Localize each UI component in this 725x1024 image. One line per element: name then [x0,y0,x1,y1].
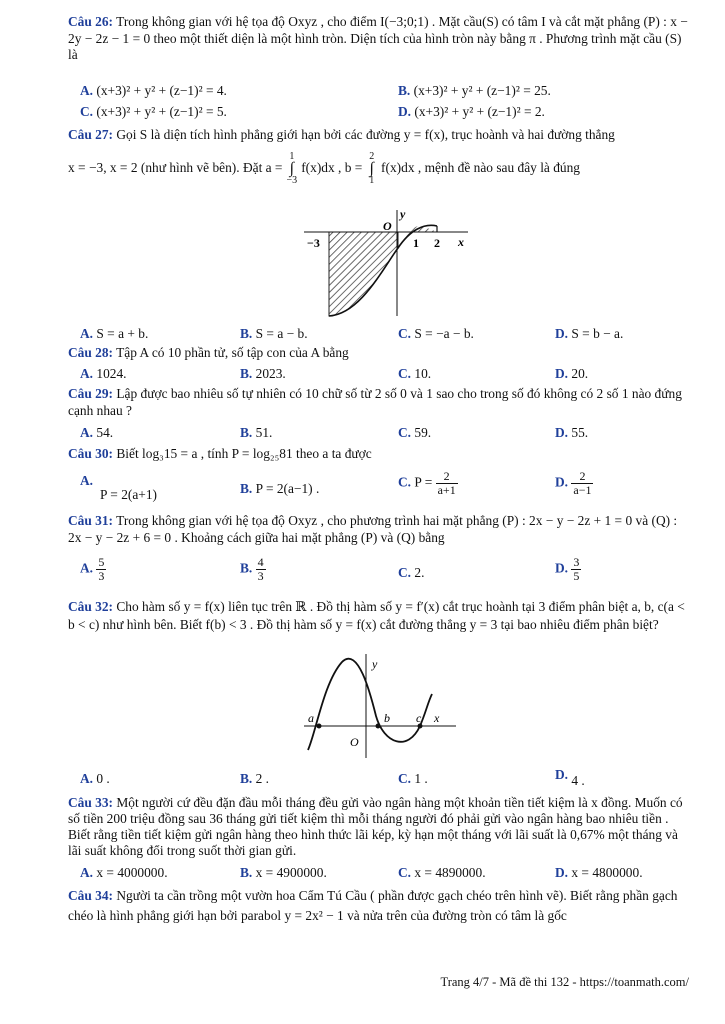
denominator: 3 [257,569,264,583]
option-label: C. [398,771,412,786]
text-segment: , mệnh đề nào sau đây là đúng [417,160,581,176]
option-text: P = 2(a+1) [100,487,158,502]
option-text: S = a + b. [96,326,149,341]
question-number: Câu 26: [68,14,114,29]
option-d[interactable] [555,766,585,788]
label-x-axis: x [434,711,440,725]
fraction [96,556,106,583]
option-label: D. [555,366,569,381]
label-x-axis: x [458,235,464,249]
option-label: A. [80,560,94,576]
option-label: B. [240,481,253,496]
option-b[interactable] [240,325,308,342]
option-label: D. [555,865,569,880]
question-29 [68,386,688,419]
option-text: 54. [96,425,114,440]
option-label: B. [240,366,253,381]
option-label: D. [555,560,569,576]
option-label: D. [555,474,569,490]
point-b [376,724,381,729]
question-number: Câu 32: [68,599,114,614]
option-c[interactable] [398,770,428,787]
option-text: 1 . [414,771,428,786]
option-a[interactable] [80,864,168,881]
option-b[interactable] [240,365,286,382]
option-text: 10. [414,366,432,381]
option-d[interactable] [555,470,593,497]
label-y-axis: y [372,657,378,671]
option-text: 2. [414,565,425,580]
integral-upper: 1 [289,151,295,162]
question-33 [68,795,688,859]
option-text: (x+3)² + y² + (z−1)² = 2. [414,104,545,119]
option-text: x = 4000000. [96,865,168,880]
denominator: 3 [98,569,105,583]
question-31 [68,513,688,546]
option-label: D. [555,767,569,782]
option-a[interactable] [80,474,157,502]
option-text: S = b − a. [571,326,624,341]
integral-1: 1 ∫ −3 [286,151,298,186]
option-c[interactable] [398,424,431,441]
label-two: 2 [434,236,440,250]
option-a[interactable] [80,82,227,99]
option-text: S = −a − b. [414,326,474,341]
label-one: 1 [413,236,419,250]
option-label: C. [398,865,412,880]
numerator: 4 [257,555,264,569]
option-d[interactable] [398,103,545,120]
option-b[interactable] [240,770,269,787]
denominator: 5 [573,569,580,583]
option-label: B. [398,83,411,98]
option-text: 51. [255,425,273,440]
denominator: a+1 [437,483,456,497]
numerator: 3 [573,555,580,569]
option-d[interactable] [555,556,581,583]
question-text: Biết log₃15 = a , tính P = log₂₅81 theo a ta được [116,446,372,461]
option-d[interactable] [555,325,623,342]
page-footer: Trang 4/7 - Mã đề thi 132 - https://toanmath.com/ [440,975,689,989]
option-a[interactable] [80,424,113,441]
option-b[interactable] [240,556,266,583]
option-b[interactable] [240,480,319,497]
option-label: C. [80,104,94,119]
question-number: Câu 30: [68,446,114,461]
question-27 [68,127,688,144]
option-label: A. [80,865,94,880]
option-text: 55. [571,425,589,440]
question-number: Câu 31: [68,513,114,528]
option-a[interactable] [80,556,106,583]
question-number: Câu 28: [68,345,114,360]
question-number: Câu 29: [68,386,114,401]
label-origin: O [350,735,359,749]
text-segment: x = −3, x = 2 (như hình vẽ bên). Đặt a = [68,160,283,176]
option-c[interactable] [80,103,227,120]
question-text: Trong không gian với hệ tọa độ Oxyz , cho phương trình hai mặt phẳng (P) : 2x − y − 2z + 1 = 0 và (Q) : 2x − y − 2z + 6 = 0 . Khoảng cách giữa hai mặt phẳng (P) và (Q) bằng [68,513,678,545]
label-minus3: −3 [307,236,320,250]
option-label: B. [240,771,253,786]
option-label: A. [80,425,94,440]
option-label: C. [398,474,412,490]
question-28 [68,345,688,362]
label-b: b [384,711,390,725]
numerator: 5 [98,555,105,569]
numerator: 2 [571,470,593,484]
fraction [256,556,266,583]
option-text: (x+3)² + y² + (z−1)² = 5. [96,104,227,119]
question-26 [68,14,688,64]
label-a: a [308,711,314,725]
option-label: C. [398,565,412,580]
option-text: 20. [571,366,589,381]
integral-lower: −3 [286,175,298,186]
option-d[interactable] [555,365,588,382]
hatched-region-negative [329,232,398,316]
option-label: A. [80,326,94,341]
option-text: 59. [414,425,432,440]
option-text: (x+3)² + y² + (z−1)² = 25. [413,83,551,98]
option-label: B. [240,865,253,880]
option-a[interactable] [80,770,110,787]
question-text: Trong không gian với hệ tọa độ Oxyz , cho điểm I(−3;0;1) . Mặt cầu(S) có tâm I và cắt mặt phẳng (P) : x − 2y − 2z − 1 = 0 theo một thiết diện là một hình tròn. Diện tích của hình tròn này bằng π . Phương trình mặt cầu (S) là [68,14,688,63]
label-origin: O [383,219,392,233]
option-text: 2 . [255,771,270,786]
option-label: C. [398,326,412,341]
question-text: Tập A có 10 phần tử, số tập con của A bằng [116,345,349,360]
text-segment: , b = [338,160,363,176]
question-text-line1: Gọi S là diện tích hình phẳng giới hạn bởi các đường y = f(x), trục hoành và hai đường thẳng [116,127,615,142]
question-text: Lập được bao nhiêu số tự nhiên có 10 chữ số từ 2 số 0 và 1 sao cho trong số đó không có 2 số 1 nào đứng cạnh nhau ? [68,386,682,418]
option-label: C. [398,366,412,381]
question-number: Câu 33: [68,795,114,810]
option-c[interactable] [398,564,424,581]
denominator: a−1 [573,483,592,497]
integral-upper: 2 [369,151,375,162]
option-a[interactable] [80,325,148,342]
option-c[interactable] [398,325,474,342]
option-text: 0 . [96,771,110,786]
option-text: x = 4800000. [571,865,643,880]
fraction [571,470,593,497]
option-text: P = [414,474,433,490]
integral-body: f(x)dx [381,160,415,176]
option-label: A. [80,473,94,488]
numerator: 2 [436,470,458,484]
question-32 [68,598,688,634]
point-a [317,724,322,729]
question-30 [68,446,688,463]
question-number: Câu 27: [68,127,114,142]
option-label: B. [240,560,253,576]
option-d[interactable] [555,864,643,881]
question-27-line2 [68,152,688,186]
option-label: A. [80,771,94,786]
option-text: 1024. [96,366,127,381]
option-label: B. [240,425,253,440]
question-34 [68,886,688,926]
integral-body: f(x)dx [301,160,335,176]
curve-f-prime [308,659,432,750]
option-c[interactable] [398,864,486,881]
option-text: x = 4890000. [414,865,486,880]
option-label: D. [398,104,412,119]
option-d[interactable] [555,424,588,441]
option-label: D. [555,326,569,341]
question-number: Câu 34: [68,888,114,903]
question-text: Cho hàm số y = f(x) liên tục trên ℝ . Đồ thị hàm số y = f′(x) cắt trục hoành tại 3 điểm phân biệt a, b, c(a < b < c) như hình bên. Biết f(b) < 3 . Đồ thị hàm số y = f(x) cắt đường thẳng y = 3 tại bao nhiêu điểm phân biệt? [68,599,685,632]
integral-2: 2 ∫ 1 [369,151,375,186]
label-y-axis: y [400,208,406,221]
area-graph-figure [300,208,480,318]
option-text: x = 4900000. [255,865,327,880]
option-c[interactable] [398,365,431,382]
fraction [436,470,458,497]
option-text: 2023. [255,366,286,381]
option-label: B. [240,326,253,341]
label-c: c [416,711,422,725]
option-b[interactable] [398,82,551,99]
derivative-graph-figure [300,652,460,762]
fraction [571,556,581,583]
integral-lower: 1 [369,175,375,186]
option-text: P = 2(a−1) . [255,481,320,496]
option-a[interactable] [80,365,127,382]
option-text: S = a − b. [255,326,308,341]
option-label: A. [80,366,94,381]
option-label: D. [555,425,569,440]
question-text: Người ta cần trồng một vườn hoa Cẩm Tú Cầu ( phần được gạch chéo trên hình vẽ). Biết rằng phần gạch chéo là hình phẳng giới hạn bởi parabol y = 2x² − 1 và nửa trên của đường tròn có tâm là gốc [68,888,678,923]
question-text: Một người cứ đều đặn đầu mỗi tháng đều gửi vào ngân hàng một khoản tiền tiết kiệm là x đồng. Muốn có số tiền 200 triệu đồng sau 36 tháng gửi tiết kiệm thì mỗi tháng người đó phải gửi vào ngân hàng bao nhiêu tiền . Biết rằng tiền tiết kiệm gửi ngân hàng theo hình thức lãi kép, kỳ hạn một tháng với lãi suất là 0,67% một tháng và lãi suất không đổi trong suốt thời gian gửi. [68,795,683,858]
option-label: C. [398,425,412,440]
option-text: (x+3)² + y² + (z−1)² = 4. [96,83,227,98]
option-c[interactable] [398,470,458,497]
option-text: 4 . [571,773,585,788]
option-b[interactable] [240,864,327,881]
option-label: A. [80,83,94,98]
option-b[interactable] [240,424,272,441]
